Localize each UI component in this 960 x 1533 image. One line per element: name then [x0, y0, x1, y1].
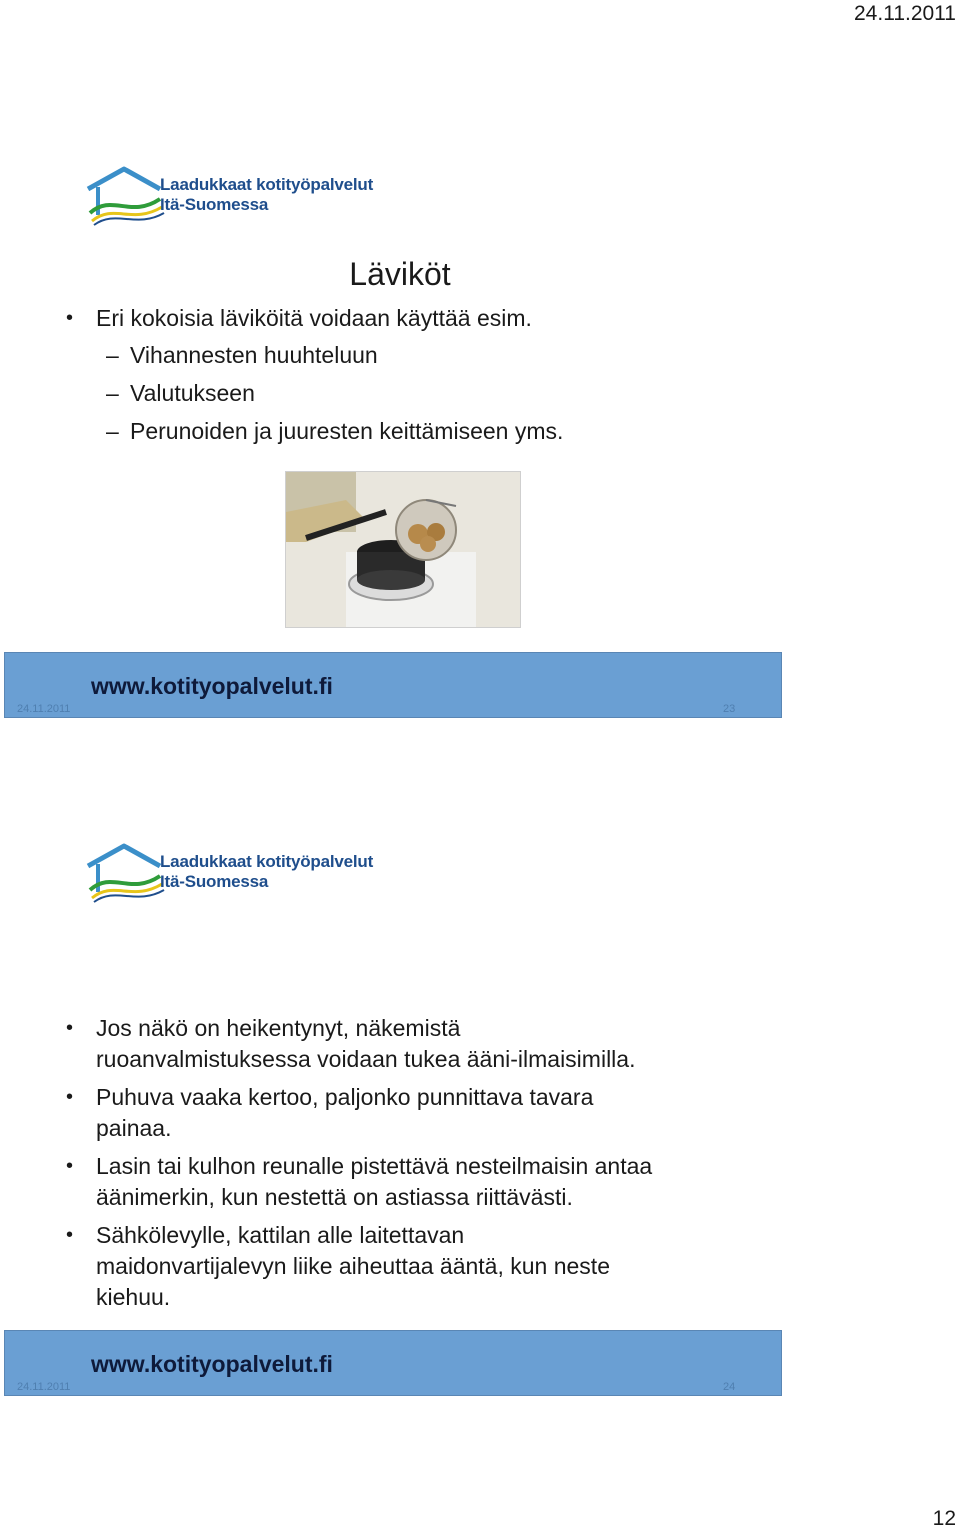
- list-item: – Perunoiden ja juuresten keittämiseen yms.: [66, 416, 563, 447]
- logo-line2: Itä-Suomessa: [160, 195, 269, 214]
- slide1-title: Läviköt: [349, 256, 451, 292]
- list-item-line: kiehuu.: [96, 1284, 171, 1310]
- slide1-footer: [4, 652, 782, 718]
- logo-house-icon: [84, 163, 166, 227]
- list-item: • Eri kokoisia läviköitä voidaan käyttää esim.: [66, 303, 563, 334]
- list-item-line: ruoanvalmistuksessa voidaan tukea ääni-ilmaisimilla.: [96, 1046, 636, 1072]
- list-item: – Vihannesten huuhteluun: [66, 340, 563, 371]
- list-item-line: • Puhuva vaaka kertoo, paljonko punnittava tavara: [96, 1084, 594, 1110]
- slide2-bullets: [66, 1013, 652, 1313]
- list-item: – Valutukseen: [66, 378, 563, 409]
- list-item-line: maidonvartijalevyn liike aiheuttaa ääntä, kun neste: [96, 1253, 610, 1279]
- logo-line1: Laadukkaat kotityöpalvelut: [160, 852, 374, 871]
- logo-text: [160, 852, 373, 892]
- logo-line1: Laadukkaat kotityöpalvelut: [160, 175, 374, 194]
- slide1-bullets: [66, 303, 563, 447]
- list-item: [66, 1220, 652, 1313]
- list-item: [66, 1013, 652, 1075]
- logo-house-icon: [84, 840, 166, 904]
- footer-url: www.kotityopalvelut.fi: [91, 673, 333, 699]
- list-item-line: äänimerkin, kun nestettä on astiassa riittävästi.: [96, 1184, 573, 1210]
- list-item: [66, 1151, 652, 1213]
- slide2-footer: [4, 1330, 782, 1396]
- list-item: [66, 1082, 652, 1144]
- logo: [84, 163, 373, 227]
- footer-date: 24.11.2011: [17, 1381, 71, 1393]
- footer-slide-number: 23: [723, 703, 736, 715]
- logo-line2: Itä-Suomessa: [160, 872, 269, 891]
- colander-photo: [285, 471, 521, 628]
- footer-date: 24.11.2011: [17, 703, 71, 715]
- list-item-line: • Sähkölevylle, kattilan alle laitettavan: [96, 1222, 465, 1248]
- list-item-line: • Lasin tai kulhon reunalle pistettävä nesteilmaisin antaa: [96, 1153, 653, 1179]
- list-item-line: • Jos näkö on heikentynyt, näkemistä: [96, 1015, 461, 1041]
- logo-text: [160, 175, 373, 215]
- footer-url: www.kotityopalvelut.fi: [91, 1351, 333, 1377]
- logo: [84, 840, 373, 904]
- footer-slide-number: 24: [723, 1381, 736, 1393]
- list-item-line: painaa.: [96, 1115, 172, 1141]
- page-number: 12: [932, 1507, 956, 1530]
- page-date: 24.11.2011: [854, 2, 956, 25]
